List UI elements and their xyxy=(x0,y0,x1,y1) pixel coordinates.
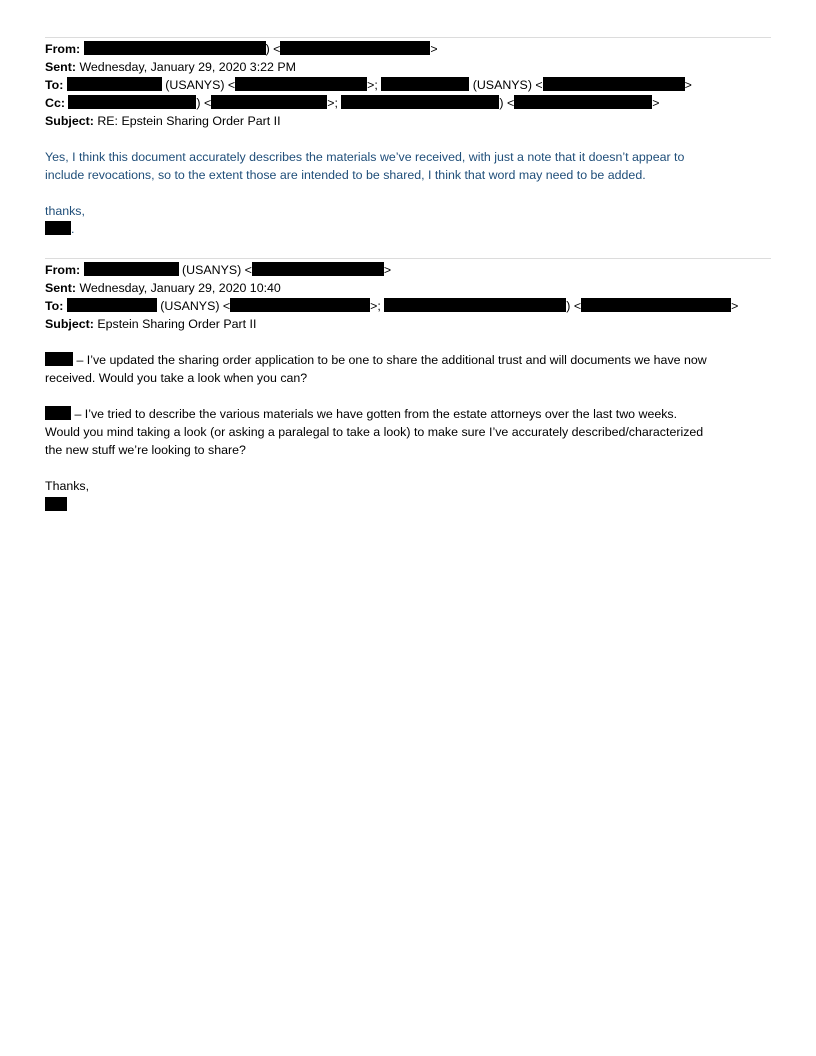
from-close: > xyxy=(430,42,438,56)
email2-signoff: Thanks, xyxy=(45,479,90,493)
redacted-block xyxy=(381,77,469,91)
redacted-block xyxy=(45,352,73,366)
subject-value: RE: Epstein Sharing Order Part II xyxy=(97,114,281,128)
redacted-block xyxy=(211,95,327,109)
paragraph-text: – I’ve updated the sharing order application to be one to share the additional trust and will documents we have now xyxy=(76,353,707,367)
email2-paragraph-line: Would you mind taking a look (or asking a paralegal to take a look) to make sure I’ve accurately described/characterized xyxy=(45,425,704,439)
redacted-block xyxy=(280,41,430,55)
redacted-block xyxy=(230,298,370,312)
redacted-block xyxy=(45,221,71,235)
subject-label: Subject: xyxy=(45,317,94,331)
to-close: > xyxy=(731,299,739,313)
subject-label: Subject: xyxy=(45,114,94,128)
sent-value: Wednesday, January 29, 2020 3:22 PM xyxy=(79,60,296,74)
redacted-block xyxy=(68,95,196,109)
redacted-block xyxy=(235,77,367,91)
sent-label: Sent: xyxy=(45,281,76,295)
email1-subject-line xyxy=(45,112,281,130)
email2-sent-line xyxy=(45,279,281,297)
from-org: (USANYS) < xyxy=(182,263,252,277)
email2-from-line xyxy=(45,261,391,279)
email2-paragraph-line xyxy=(45,351,707,369)
header-divider-1 xyxy=(45,37,771,38)
to-separator: ) < xyxy=(566,299,582,313)
to-close: > xyxy=(684,78,692,92)
sent-value: Wednesday, January 29, 2020 10:40 xyxy=(79,281,281,295)
to-label: To: xyxy=(45,78,64,92)
cc-separator: >; xyxy=(327,96,338,110)
redacted-block xyxy=(45,497,67,511)
cc-label: Cc: xyxy=(45,96,65,110)
cc-separator: ) < xyxy=(196,96,212,110)
redacted-block xyxy=(341,95,499,109)
redacted-block xyxy=(384,298,566,312)
sent-label: Sent: xyxy=(45,60,76,74)
to-org: (USANYS) < xyxy=(160,299,231,313)
redacted-block xyxy=(543,77,685,91)
email1-signoff: thanks, xyxy=(45,204,85,218)
redacted-block xyxy=(84,262,179,276)
email2-paragraph-line: received. Would you take a look when you can? xyxy=(45,371,308,385)
to-org: (USANYS) < xyxy=(165,78,236,92)
email1-body-line: Yes, I think this document accurately describes the materials we’ve received, with just a note that it doesn’t appear to xyxy=(45,150,685,164)
email1-cc-line xyxy=(45,94,659,112)
email1-from-line xyxy=(45,40,438,58)
header-divider-2 xyxy=(45,258,771,259)
redacted-block xyxy=(581,298,731,312)
email2-paragraph-line xyxy=(45,405,677,423)
redacted-block xyxy=(84,41,266,55)
to-org: (USANYS) < xyxy=(472,78,543,92)
to-separator: >; xyxy=(370,299,381,313)
cc-close: > xyxy=(652,96,660,110)
email2-signature xyxy=(45,496,67,514)
email1-sent-line xyxy=(45,58,296,76)
redacted-block xyxy=(45,406,71,420)
redacted-block xyxy=(67,298,157,312)
to-label: To: xyxy=(45,299,64,313)
redacted-block xyxy=(514,95,652,109)
from-separator: ) < xyxy=(265,42,281,56)
redacted-block xyxy=(252,262,384,276)
signature-tail: . xyxy=(71,222,75,236)
subject-value: Epstein Sharing Order Part II xyxy=(97,317,257,331)
email2-to-line xyxy=(45,297,738,315)
redacted-block xyxy=(67,77,162,91)
from-label: From: xyxy=(45,263,81,277)
to-separator: >; xyxy=(367,78,378,92)
from-label: From: xyxy=(45,42,81,56)
email1-body-line: include revocations, so to the extent those are intended to be shared, I think that word may need to be added. xyxy=(45,168,646,182)
email2-subject-line xyxy=(45,315,256,333)
email2-paragraph-line: the new stuff we’re looking to share? xyxy=(45,443,246,457)
cc-separator: ) < xyxy=(499,96,515,110)
paragraph-text: – I’ve tried to describe the various materials we have gotten from the estate attorneys over the last two weeks. xyxy=(74,407,678,421)
email1-signature xyxy=(45,220,74,238)
from-close: > xyxy=(383,263,392,277)
email1-to-line xyxy=(45,76,692,94)
